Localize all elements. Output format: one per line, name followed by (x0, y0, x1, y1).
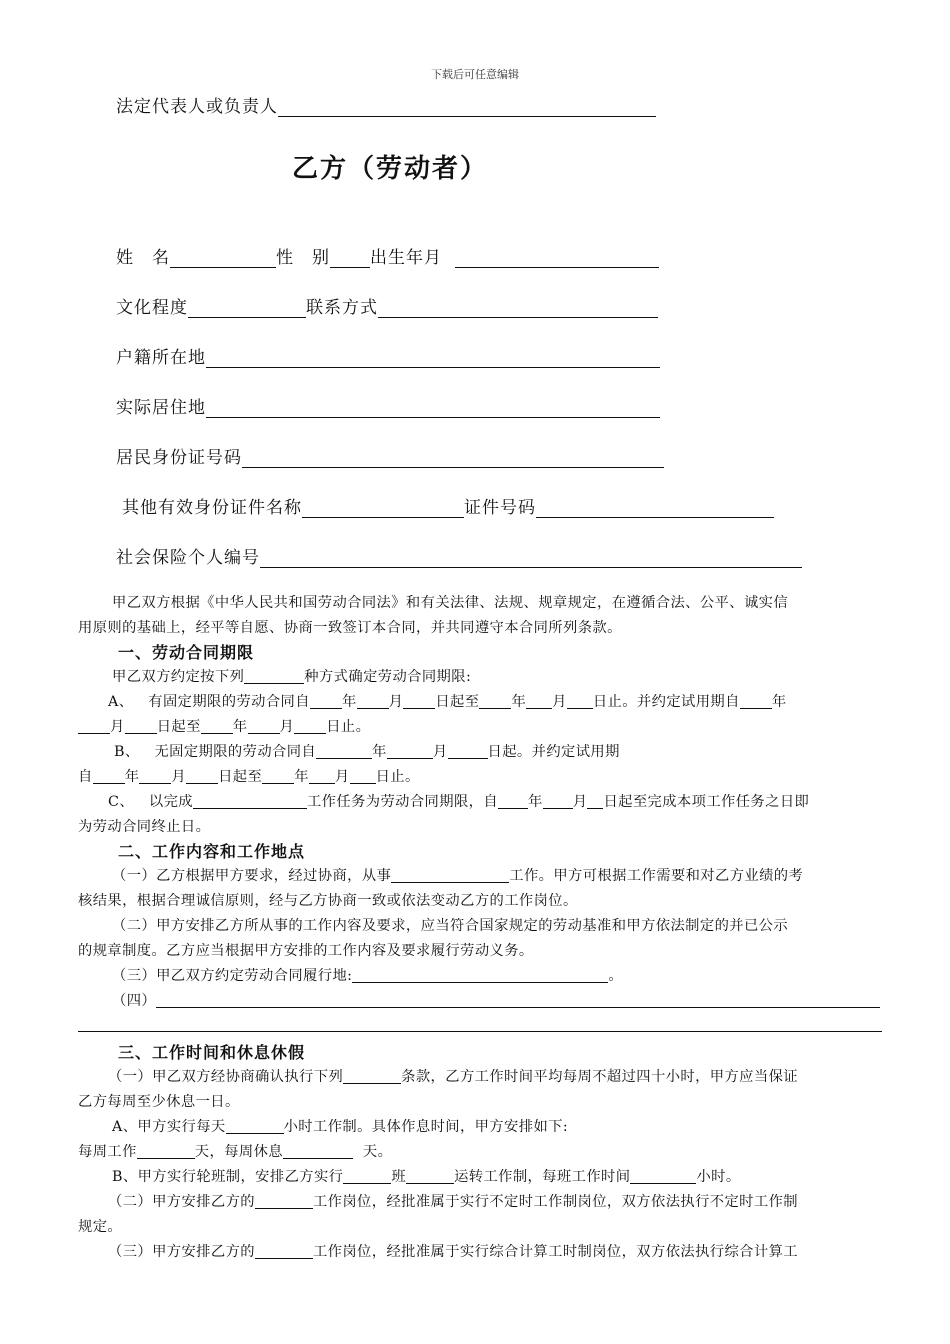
education-field[interactable] (188, 299, 306, 318)
word-year: 年 (124, 769, 140, 785)
other-id-label: 其他有效身份证件名称 (122, 498, 302, 518)
s3-p2-text: （二）甲方安排乙方的 (108, 1194, 255, 1210)
word-day-stop: 日止。 (326, 719, 371, 735)
s1-c-label: C、 (108, 794, 135, 810)
s1-c-text-3: 日起至完成本项工作任务之日即 (603, 794, 810, 810)
s1-a-end-year[interactable] (479, 692, 511, 709)
s1-a-trial-end-year[interactable] (201, 717, 233, 734)
s1-b-day[interactable] (448, 742, 488, 759)
s2-p1-line-2: 核结果，根据合理诚信原则，经与乙方协商一致或依法变动乙方的工作岗位。 (78, 893, 578, 909)
s2-p3-text: （三）甲乙双方约定劳动合同履行地: (112, 968, 353, 984)
s2-p1-text-2: 工作。甲方可根据工作需要和对乙方业绩的考 (509, 868, 804, 884)
s2-p3-line (78, 964, 882, 989)
s2-p3-end: 。 (608, 968, 624, 984)
s1-c-task-field[interactable] (193, 792, 307, 809)
s1-a-start-year[interactable] (310, 692, 342, 709)
s1-b-trial-start-year[interactable] (93, 767, 125, 784)
s3-hours-per-day-field[interactable] (226, 1117, 284, 1134)
s1-c-day[interactable] (587, 792, 603, 809)
hukou-field[interactable] (206, 349, 660, 368)
s1-b-trial-end-month[interactable] (309, 767, 335, 784)
s1-a-label: A、 (108, 694, 134, 710)
education-label: 文化程度 (116, 298, 188, 318)
s1-a-text: 有固定期限的劳动合同自 (148, 694, 310, 710)
s3-p2-text-2: 工作岗位，经批准属于实行不定时工作制岗位，双方依法执行不定时工作制 (312, 1194, 798, 1210)
s1-a-line-2 (78, 715, 882, 740)
s3-a-text: A、甲方实行每天 (112, 1119, 226, 1135)
s3-a-text-3: 每周工作 (78, 1144, 137, 1160)
legal-rep-label: 法定代表人或负责人 (116, 97, 278, 117)
word-month: 月 (388, 694, 404, 710)
intro-paragraph (78, 591, 882, 641)
residence-line (116, 393, 660, 418)
s3-p3-text-2: 工作岗位，经批准属于实行综合计算工时制岗位，双方依法执行综合计算工 (312, 1244, 798, 1260)
gender-label: 性 别 (276, 248, 330, 268)
s3-p3-line (78, 1240, 882, 1265)
ssn-field[interactable] (260, 549, 802, 568)
s3-b-text: B、甲方实行轮班制，安排乙方实行 (112, 1169, 344, 1185)
name-field[interactable] (170, 249, 276, 268)
word-year: 年 (511, 694, 527, 710)
s1-a-trial-start-year[interactable] (740, 692, 772, 709)
s1-c-line (78, 790, 882, 815)
word-day-stop: 日止。 (375, 769, 420, 785)
contact-field[interactable] (378, 299, 658, 318)
s1-b-label: B、 (114, 744, 140, 760)
s2-p4-continuation-line[interactable] (78, 1031, 882, 1032)
s1-method-field[interactable] (244, 667, 304, 684)
section-3-heading: 三、工作时间和休息休假 (118, 1043, 306, 1062)
section-1 (78, 640, 882, 840)
cert-no-label: 证件号码 (464, 498, 536, 518)
s1-b-trial-start-month[interactable] (139, 767, 171, 784)
id-line (116, 443, 664, 468)
section-2-heading: 二、工作内容和工作地点 (118, 842, 306, 861)
s1-a-trial-end-day[interactable] (294, 717, 326, 734)
s1-a-trial-start-day[interactable] (125, 717, 157, 734)
word-day-to: 日起至 (156, 719, 201, 735)
s3-p1-text-2: 条款，乙方工作时间平均每周不超过四十小时，甲方应当保证 (401, 1069, 798, 1085)
s3-p2-line (78, 1190, 882, 1215)
legal-rep-field[interactable] (278, 98, 656, 117)
s3-b-text-4: 小时。 (696, 1169, 741, 1185)
s3-work-days-field[interactable] (137, 1142, 195, 1159)
id-field[interactable] (242, 449, 664, 468)
s3-shift-hours-field[interactable] (630, 1167, 696, 1184)
s3-rest-days-field[interactable] (283, 1142, 353, 1159)
word-day-to: 日起至 (218, 769, 263, 785)
s2-p4-text: （四） (112, 993, 157, 1009)
s3-a-text-5: 天。 (362, 1144, 393, 1160)
s1-b-trial-start-day[interactable] (186, 767, 218, 784)
s3-b-line (78, 1165, 882, 1190)
s1-c-text-2: 工作任务为劳动合同期限，自 (306, 794, 499, 810)
ssn-label: 社会保险个人编号 (116, 548, 260, 568)
s1-b-trial-end-day[interactable] (350, 767, 376, 784)
s1-a-trial-end-month[interactable] (248, 717, 280, 734)
s1-c-text: 以完成 (148, 794, 193, 810)
s3-p1-text: （一）甲乙双方经协商确认执行下列 (108, 1069, 344, 1085)
word-year: 年 (528, 794, 543, 810)
ssn-line (116, 543, 802, 568)
s2-p1-line (78, 864, 882, 889)
s2-p2-line: （二）甲方安排乙方所从事的工作内容及要求，应当符合国家规定的劳动基准和甲方依法制定的并已公示 (112, 918, 789, 934)
s1-a-start-day[interactable] (403, 692, 435, 709)
word-year: 年 (232, 719, 248, 735)
s1-a-end-month[interactable] (526, 692, 552, 709)
s3-b-text-3: 运转工作制，每班工作时间 (454, 1169, 631, 1185)
contact-label: 联系方式 (306, 298, 378, 318)
s1-c-year[interactable] (498, 792, 528, 809)
s2-location-field[interactable] (352, 966, 608, 983)
word-day-qi: 日起。并约定试用期 (487, 744, 620, 760)
s2-p2-line-2: 的规章制度。乙方应当根据甲方安排的工作内容及要求履行劳动义务。 (78, 943, 534, 959)
word-month: 月 (552, 694, 567, 710)
word-year: 年 (372, 744, 387, 760)
s3-b-text-2: 班 (391, 1169, 407, 1185)
s3-p2-line-2: 规定。 (78, 1219, 123, 1235)
word-month: 月 (279, 719, 295, 735)
intro-line-2: 用原则的基础上，经平等自愿、协商一致签订本合同，并共同遵守本合同所列条款。 (78, 620, 622, 636)
birth-label: 出生年月 (370, 248, 442, 268)
s3-p1-line (78, 1065, 882, 1090)
s1-c-line-2: 为劳动合同终止日。 (78, 819, 211, 835)
word-month: 月 (432, 744, 448, 760)
other-id-line (122, 493, 774, 518)
s3-p1-line-2: 乙方每周至少休息一日。 (78, 1094, 240, 1110)
residence-label: 实际居住地 (116, 398, 206, 418)
s3-shift-count-field[interactable] (343, 1167, 391, 1184)
other-id-field[interactable] (302, 499, 464, 518)
s1-method-line (78, 665, 882, 690)
word-month: 月 (572, 794, 588, 810)
s3-a-line (78, 1115, 882, 1140)
s3-a-text-2: 小时工作制。具体作息时间，甲方安排如下: (283, 1119, 569, 1135)
word-year: 年 (771, 694, 787, 710)
cert-no-field[interactable] (536, 499, 774, 518)
s1-a-line (78, 690, 882, 715)
s2-p4-line (78, 989, 882, 1014)
s1-a-trial-start-month[interactable] (78, 717, 110, 734)
word-month: 月 (110, 719, 125, 735)
s3-a-line-2 (78, 1140, 882, 1165)
s1-method-text-2: 种方式确定劳动合同期限: (304, 669, 472, 685)
s3-comp-post-field[interactable] (255, 1242, 313, 1259)
s1-a-start-month[interactable] (357, 692, 389, 709)
s3-a-text-4: 天，每周休息 (194, 1144, 283, 1160)
party-b-title: 乙方（劳动者） (291, 154, 488, 184)
s1-b-line (78, 740, 882, 765)
section-2 (78, 839, 882, 1014)
intro-line-1: 甲乙双方根据《中华人民共和国劳动合同法》和有关法律、法规、规章规定，在遵循合法、公平、诚实信 (112, 595, 789, 611)
s1-b-year[interactable] (316, 742, 372, 759)
section-3 (78, 1040, 882, 1265)
s1-b-text: 无固定期限的劳动合同自 (154, 744, 317, 760)
hukou-label: 户籍所在地 (116, 348, 206, 368)
s2-job-field[interactable] (391, 866, 509, 883)
id-label: 居民身份证号码 (116, 448, 242, 468)
s3-clause-field[interactable] (343, 1067, 401, 1084)
s1-a-end-day[interactable] (567, 692, 593, 709)
word-month: 月 (171, 769, 187, 785)
legal-rep-line (116, 92, 656, 117)
gender-field[interactable] (330, 249, 370, 268)
name-label: 姓 名 (116, 248, 170, 268)
section-1-heading: 一、劳动合同期限 (118, 643, 255, 662)
s3-p3-text: （三）甲方安排乙方的 (108, 1244, 255, 1260)
word-day-stop-trial: 日止。并约定试用期自 (592, 694, 740, 710)
s1-b-trial-end-year[interactable] (262, 767, 294, 784)
s1-b-line-2 (78, 765, 882, 790)
word-from: 自 (78, 769, 93, 785)
education-line (116, 293, 658, 318)
watermark-text: 下载后可任意编辑 (431, 68, 519, 81)
s1-method-text: 甲乙双方约定按下列 (112, 669, 245, 685)
s1-b-month[interactable] (387, 742, 433, 759)
residence-field[interactable] (206, 399, 660, 418)
s2-p4-field[interactable] (156, 991, 880, 1008)
word-year: 年 (341, 694, 357, 710)
word-month: 月 (334, 769, 350, 785)
s1-c-month[interactable] (543, 792, 573, 809)
hukou-line (116, 343, 660, 368)
name-line (116, 243, 659, 268)
word-year: 年 (294, 769, 309, 785)
s3-flex-post-field[interactable] (255, 1192, 313, 1209)
s2-p1-text: （一）乙方根据甲方要求，经过协商，从事 (112, 868, 392, 884)
birth-field[interactable] (455, 249, 659, 268)
word-day-to: 日起至 (435, 694, 480, 710)
s3-shift-rotation-field[interactable] (406, 1167, 454, 1184)
